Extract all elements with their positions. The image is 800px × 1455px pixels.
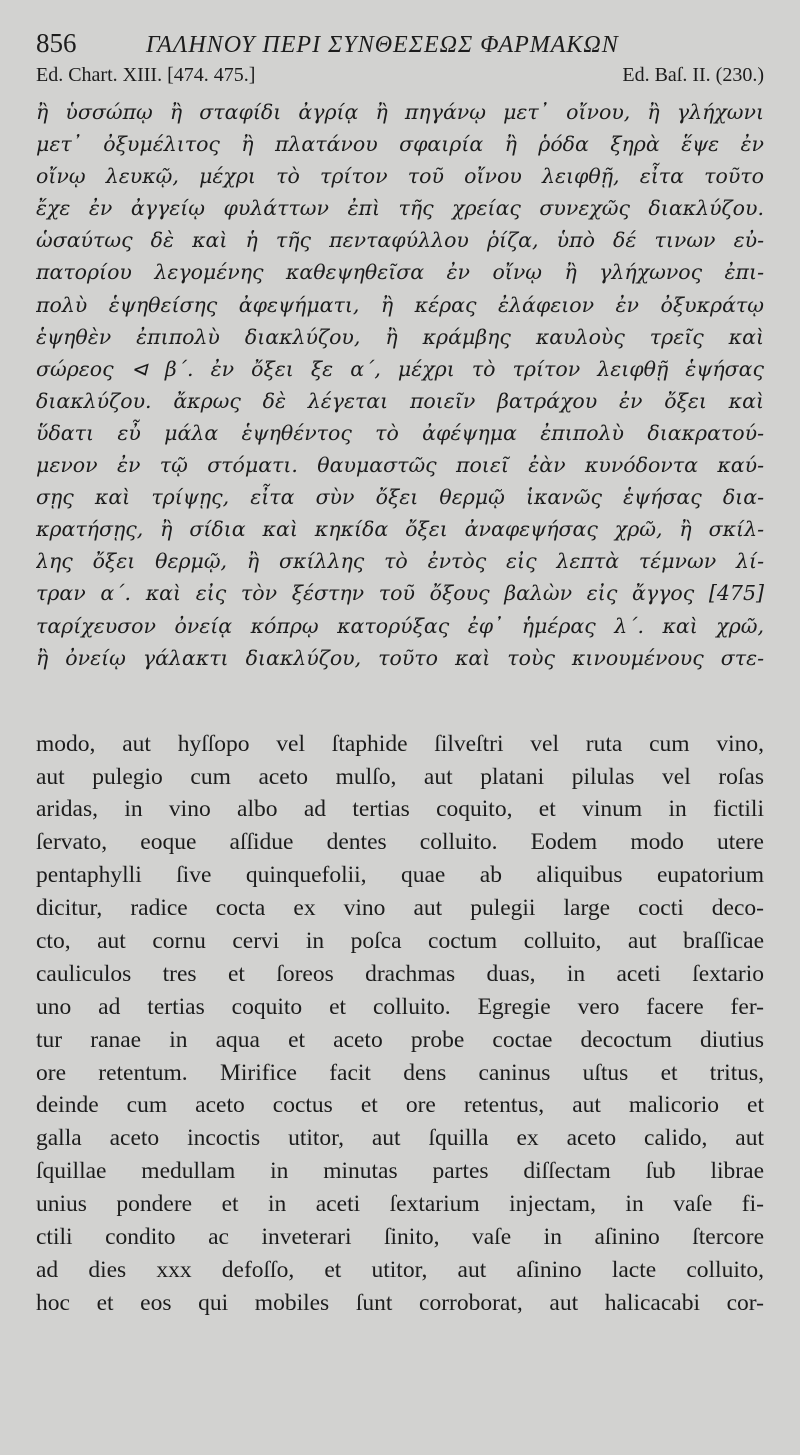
latin-text-line: ſquillae medullam in minutas partes diſſectam ſub librae [36, 1158, 764, 1185]
latin-text-line: hoc et eos qui mobiles ſunt corroborat, aut halicacabi cor- [36, 1289, 764, 1316]
greek-text-line: ὡσαύτως δὲ καὶ ἡ τῆς πενταφύλλου ῥίζα, ὑπὸ δέ τινων εὐ- [36, 228, 764, 253]
greek-text-line: πολὺ ἑψηθείσης ἀφεψήματι, ἢ κέρας ἐλάφειον ἐν ὀξυκράτῳ [36, 292, 764, 317]
latin-text-line: ad dies xxx defoſſo, et utitor, aut aſinino lacte colluito, [36, 1256, 764, 1283]
greek-text-line: κρατήσῃς, ἢ σίδια καὶ κηκίδα ὄξει ἀναφεψήσας χρῶ, ἢ σκίλ- [36, 517, 764, 542]
greek-text-line: οἴνῳ λευκῷ, μέχρι τὸ τρίτον τοῦ οἴνου λειφθῇ, εἶτα τοῦτο [36, 164, 764, 189]
latin-text-line: ore retentum. Mirifice facit dens caninus uſtus et tritus, [36, 1059, 764, 1086]
page-number: 856 [36, 28, 77, 58]
greek-text-line: σῃς καὶ τρίψῃς, εἶτα σὺν ὄξει θερμῷ ἱκανῶς ἑψήσας δια- [36, 485, 764, 510]
latin-text-line: unius pondere et in aceti ſextarium injectam, in vaſe fi- [36, 1191, 764, 1218]
latin-text-line: galla aceto incoctis utitor, aut ſquilla ex aceto calido, aut [36, 1125, 764, 1152]
greek-text-line: ἔχε ἐν ἀγγείῳ φυλάττων ἐπὶ τῆς χρείας συνεχῶς διακλύζου. [36, 196, 764, 221]
greek-text-line: διακλύζου. ἄκρως δὲ λέγεται ποιεῖν βατράχου ἐν ὄξει καὶ [36, 388, 764, 413]
edition-right: Ed. Baſ. II. (230.) [622, 64, 764, 86]
latin-text-line: cto, aut cornu cervi in poſca coctum colluito, aut braſſicae [36, 928, 764, 955]
greek-text-line: λης ὄξει θερμῷ, ἢ σκίλλης τὸ ἐντὸς εἰς λεπτὰ τέμνων λί- [36, 549, 764, 574]
edition-left: Ed. Chart. XIII. [474. 475.] [36, 64, 256, 86]
latin-text-line: pentaphylli ſive quinquefolii, quae ab aliquibus eupatorium [36, 862, 764, 889]
latin-text-line: ſervato, eoque aſſidue dentes colluito. Eodem modo utere [36, 829, 764, 856]
greek-text-line: τραν α΄. καὶ εἰς τὸν ξέστην τοῦ ὄξους βαλὼν εἰς ἄγγος [475] [36, 581, 764, 606]
greek-text-line: πατορίου λεγομένης καθεψηθεῖσα ἐν οἴνῳ ἢ γλήχωνος ἐπι- [36, 260, 764, 285]
greek-text-line: ὕδατι εὖ μάλα ἑψηθέντος τὸ ἀφέψημα ἐπιπολὺ διακρατού- [36, 420, 764, 445]
latin-text-line: modo, aut hyſſopo vel ſtaphide ſilveſtri vel ruta cum vino, [36, 730, 764, 757]
greek-text-line: ταρίχευσον ὀνείᾳ κόπρῳ κατορύξας ἐφ᾽ ἡμέρας λ΄. καὶ χρῶ, [36, 613, 764, 638]
running-title: ΓΑΛΗΝΟΥ ΠΕΡΙ ΣΥΝΘΕΣΕΩΣ ΦΑΡΜΑΚΩΝ [146, 32, 619, 58]
latin-text-line: tur ranae in aqua et aceto probe coctae decoctum diutius [36, 1026, 764, 1053]
edition-line [36, 64, 764, 96]
latin-text-line: deinde cum aceto coctus et ore retentus, aut malicorio et [36, 1092, 764, 1119]
latin-text-line: uno ad tertias coquito et colluito. Egregie vero facere fer- [36, 993, 764, 1020]
latin-text-block [36, 728, 764, 1320]
greek-text-line: μενον ἐν τῷ στόματι. θαυμαστῶς ποιεῖ ἐὰν κυνόδοντα καύ- [36, 453, 764, 478]
greek-text-line: ἢ ὑσσώπῳ ἢ σταφίδι ἀγρίᾳ ἢ πηγάνῳ μετ᾽ οἴνου, ἢ γλήχωνι [36, 100, 764, 124]
greek-text-block [36, 96, 764, 674]
latin-text-line: ctili condito ac inveterari ſinito, vaſe in aſinino ſtercore [36, 1224, 764, 1251]
greek-text-line: μετ᾽ ὀξυμέλιτος ἢ πλατάνου σφαιρία ἢ ῥόδα ξηρὰ ἕψε ἐν [36, 132, 764, 157]
greek-text-line: ἑψηθὲν ἐπιπολὺ διακλύζου, ἢ κράμβης καυλοὺς τρεῖς καὶ [36, 324, 764, 349]
column-gap [36, 674, 764, 728]
greek-text-line: ἢ ὀνείῳ γάλακτι διακλύζου, τοῦτο καὶ τοὺς κινουμένους στε- [36, 645, 764, 670]
latin-text-line: aut pulegio cum aceto mulſo, aut platani pilulas vel roſas [36, 763, 764, 790]
greek-text-line: σώρεος ⊲ β΄. ἐν ὄξει ξε α΄, μέχρι τὸ τρίτον λειφθῇ ἑψήσας [36, 356, 764, 381]
latin-text-line: dicitur, radice cocta ex vino aut pulegii large cocti deco- [36, 895, 764, 922]
latin-text-line: aridas, in vino albo ad tertias coquito, et vinum in fictili [36, 796, 764, 823]
latin-text-line: cauliculos tres et ſoreos drachmas duas, in aceti ſextario [36, 960, 764, 987]
running-head [36, 28, 764, 64]
